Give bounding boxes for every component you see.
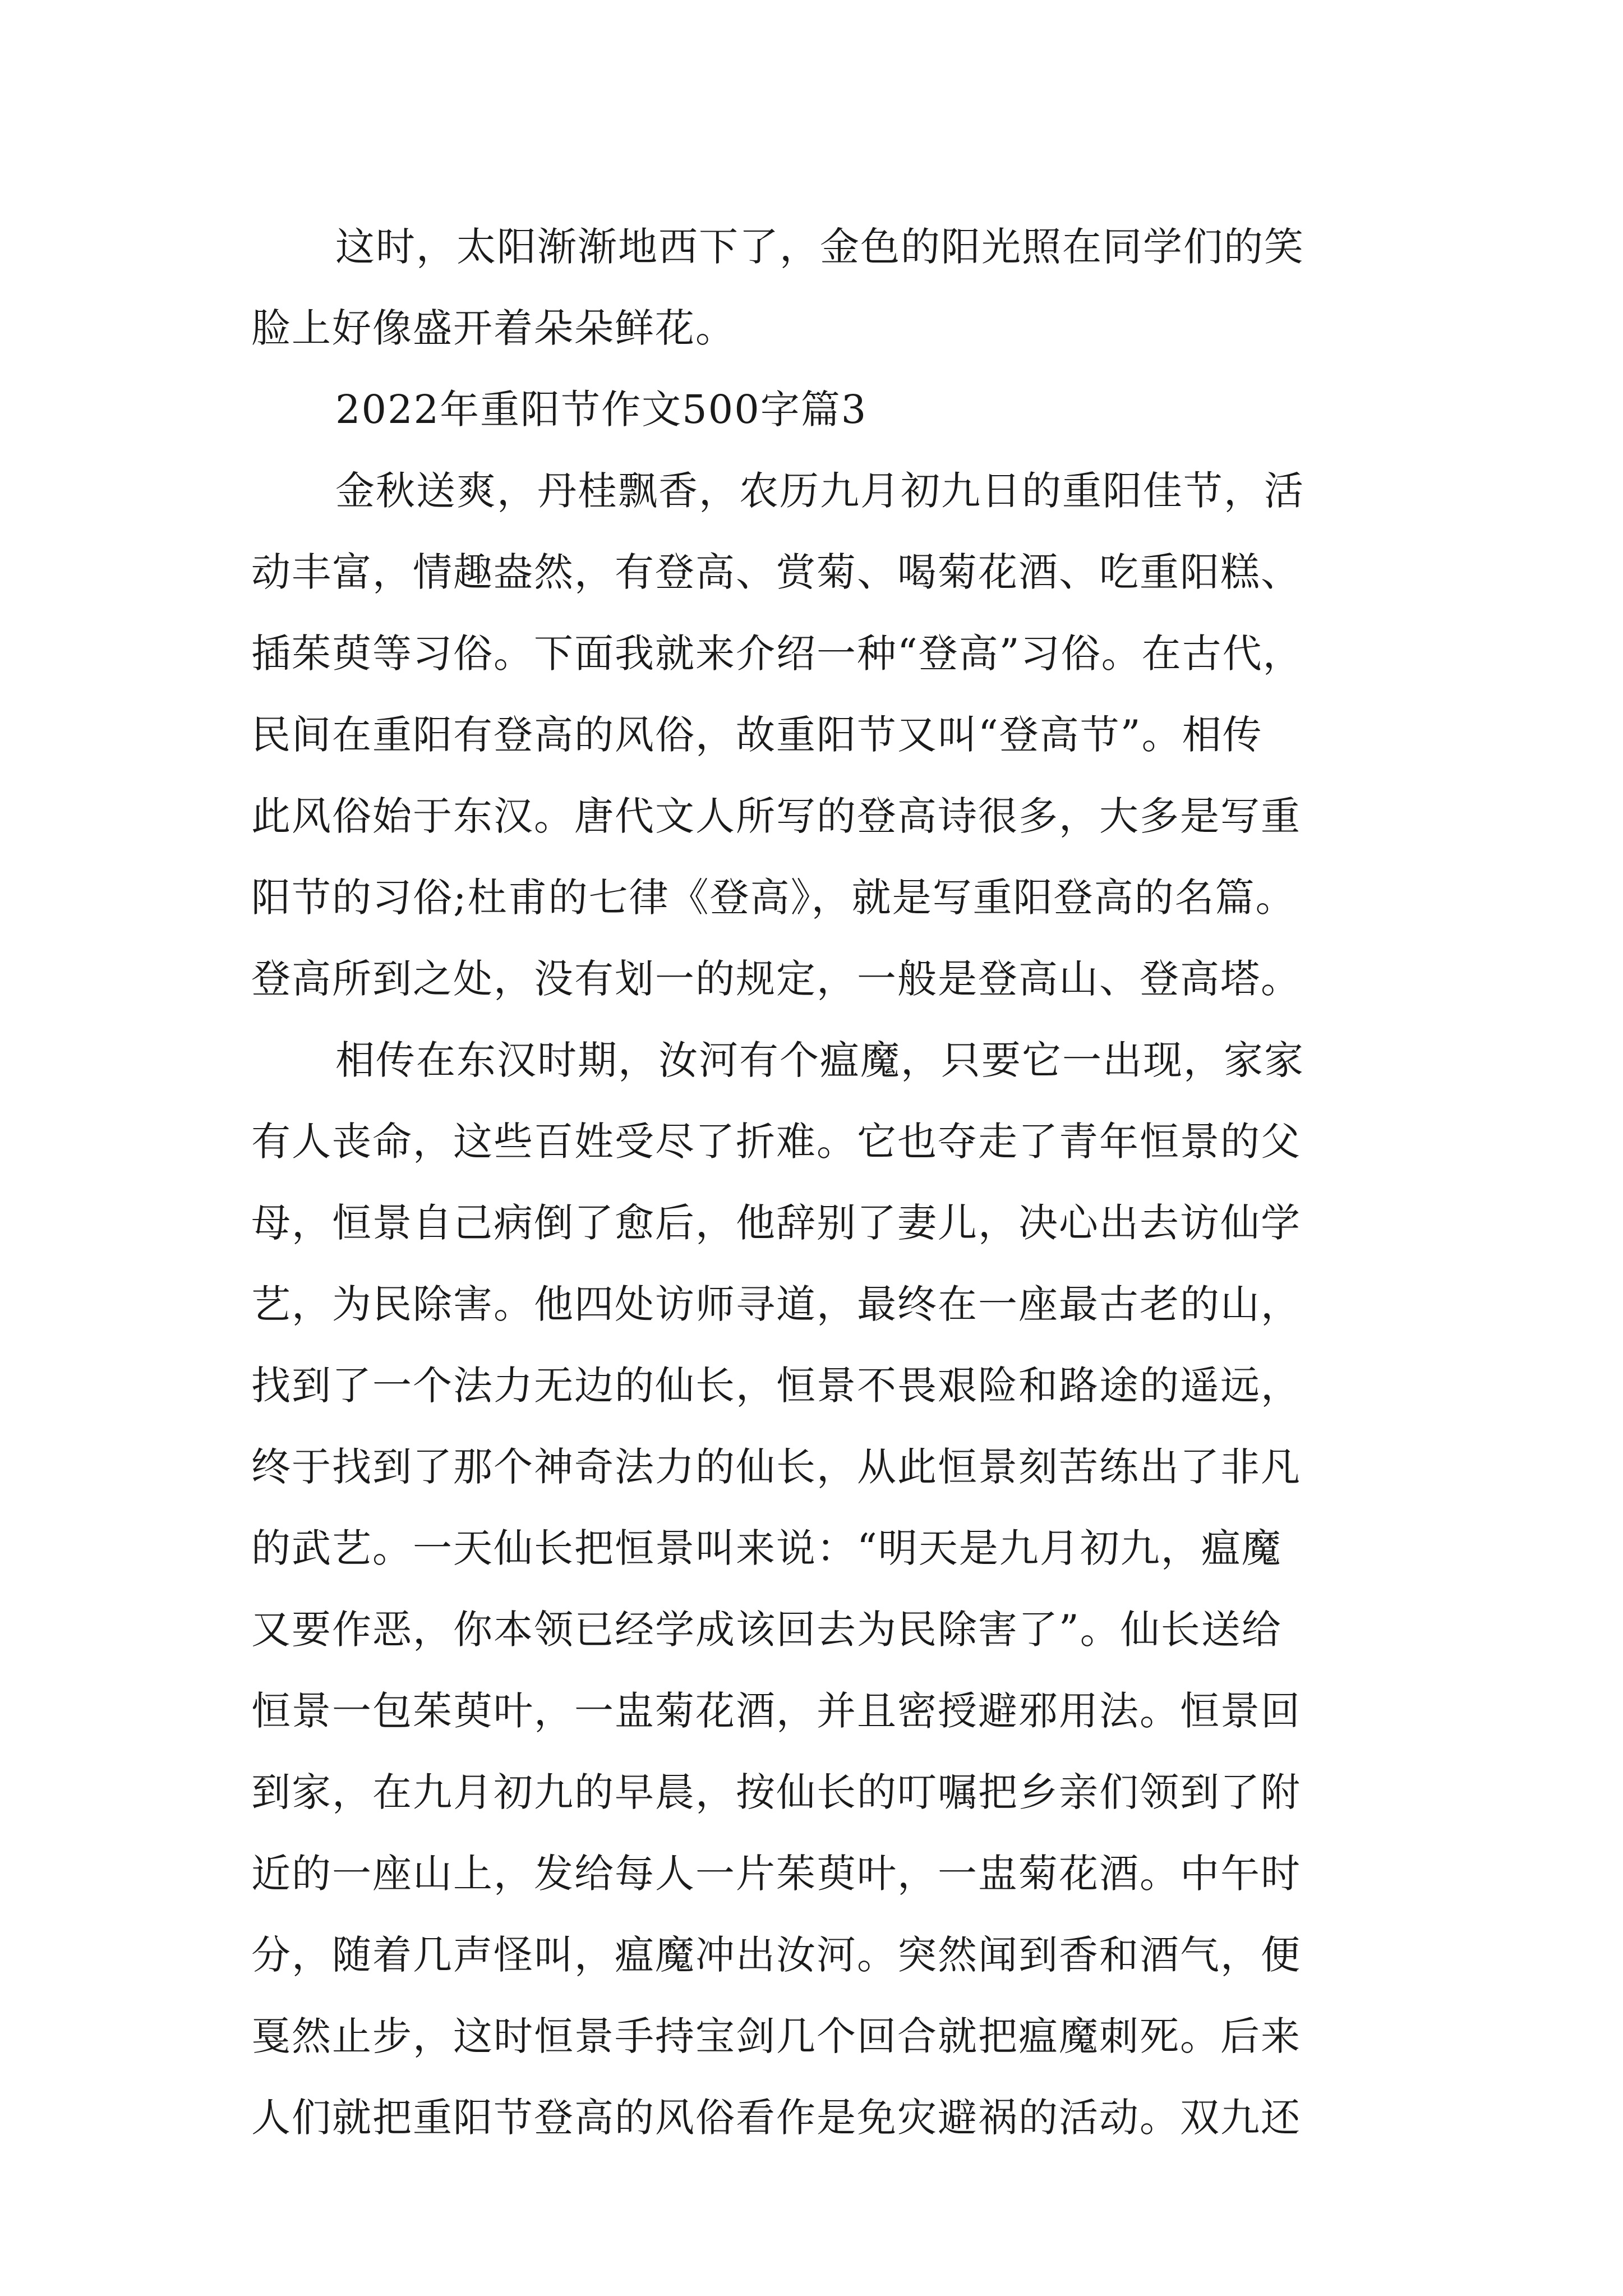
paragraph-line: 又要作恶，你本领已经学成该回去为民除害了”。仙长送给 [251,1607,1282,1653]
paragraph-line: 分，随着几声怪叫，瘟魔冲出汝河。突然闻到香和酒气，便 [251,1932,1301,1978]
paragraph-line: 艺，为民除害。他四处访师寻道，最终在一座最古老的山， [251,1281,1301,1327]
paragraph-line: 近的一座山上，发给每人一片茱萸叶，一盅菊花酒。中午时 [251,1851,1301,1897]
paragraph-line: 插茱萸等习俗。下面我就来介绍一种“登高”习俗。在古代， [251,631,1303,677]
paragraph-line: 登高所到之处，没有划一的规定，一般是登高山、登高塔。 [251,956,1301,1002]
paragraph-line: 终于找到了那个神奇法力的仙长，从此恒景刻苦练出了非凡 [251,1444,1301,1490]
paragraph-line: 民间在重阳有登高的风俗，故重阳节又叫“登高节”。相传 [251,712,1263,758]
paragraph-line: 相传在东汉时期，汝河有个瘟魔，只要它一出现，家家 [335,1037,1304,1083]
paragraph-line: 这时，太阳渐渐地西下了，金色的阳光照在同学们的笑 [335,224,1304,270]
paragraph-line: 到家，在九月初九的早晨，按仙长的叮嘱把乡亲们领到了附 [251,1769,1301,1815]
paragraph-line: 母，恒景自己病倒了愈后，他辞别了妻儿，决心出去访仙学 [251,1200,1301,1246]
document-body [251,206,1378,2159]
paragraph-line: 恒景一包茱萸叶，一盅菊花酒，并且密授避邪用法。恒景回 [251,1688,1301,1734]
paragraph-line: 找到了一个法力无边的仙长，恒景不畏艰险和路途的遥远， [251,1363,1301,1409]
paragraph-line: 有人丧命，这些百姓受尽了折难。它也夺走了青年恒景的父 [251,1119,1301,1165]
paragraph-line: 戛然止步，这时恒景手持宝剑几个回合就把瘟魔刺死。后来 [251,2013,1301,2059]
paragraph-line: 人们就把重阳节登高的风俗看作是免灾避祸的活动。双九还 [251,2095,1301,2141]
paragraph-line: 金秋送爽，丹桂飘香，农历九月初九日的重阳佳节，活 [335,468,1304,514]
paragraph-line: 动丰富，情趣盎然，有登高、赏菊、喝菊花酒、吃重阳糕、 [251,549,1301,595]
paragraph-line: 脸上好像盛开着朵朵鲜花。 [251,305,736,351]
paragraph-line: 阳节的习俗;杜甫的七律《登高》，就是写重阳登高的名篇。 [251,875,1296,921]
paragraph-line: 的武艺。一天仙长把恒景叫来说：“明天是九月初九，瘟魔 [251,1525,1282,1571]
section-heading: 2022年重阳节作文500字篇3 [335,386,868,432]
paragraph-line: 此风俗始于东汉。唐代文人所写的登高诗很多，大多是写重 [251,793,1301,839]
